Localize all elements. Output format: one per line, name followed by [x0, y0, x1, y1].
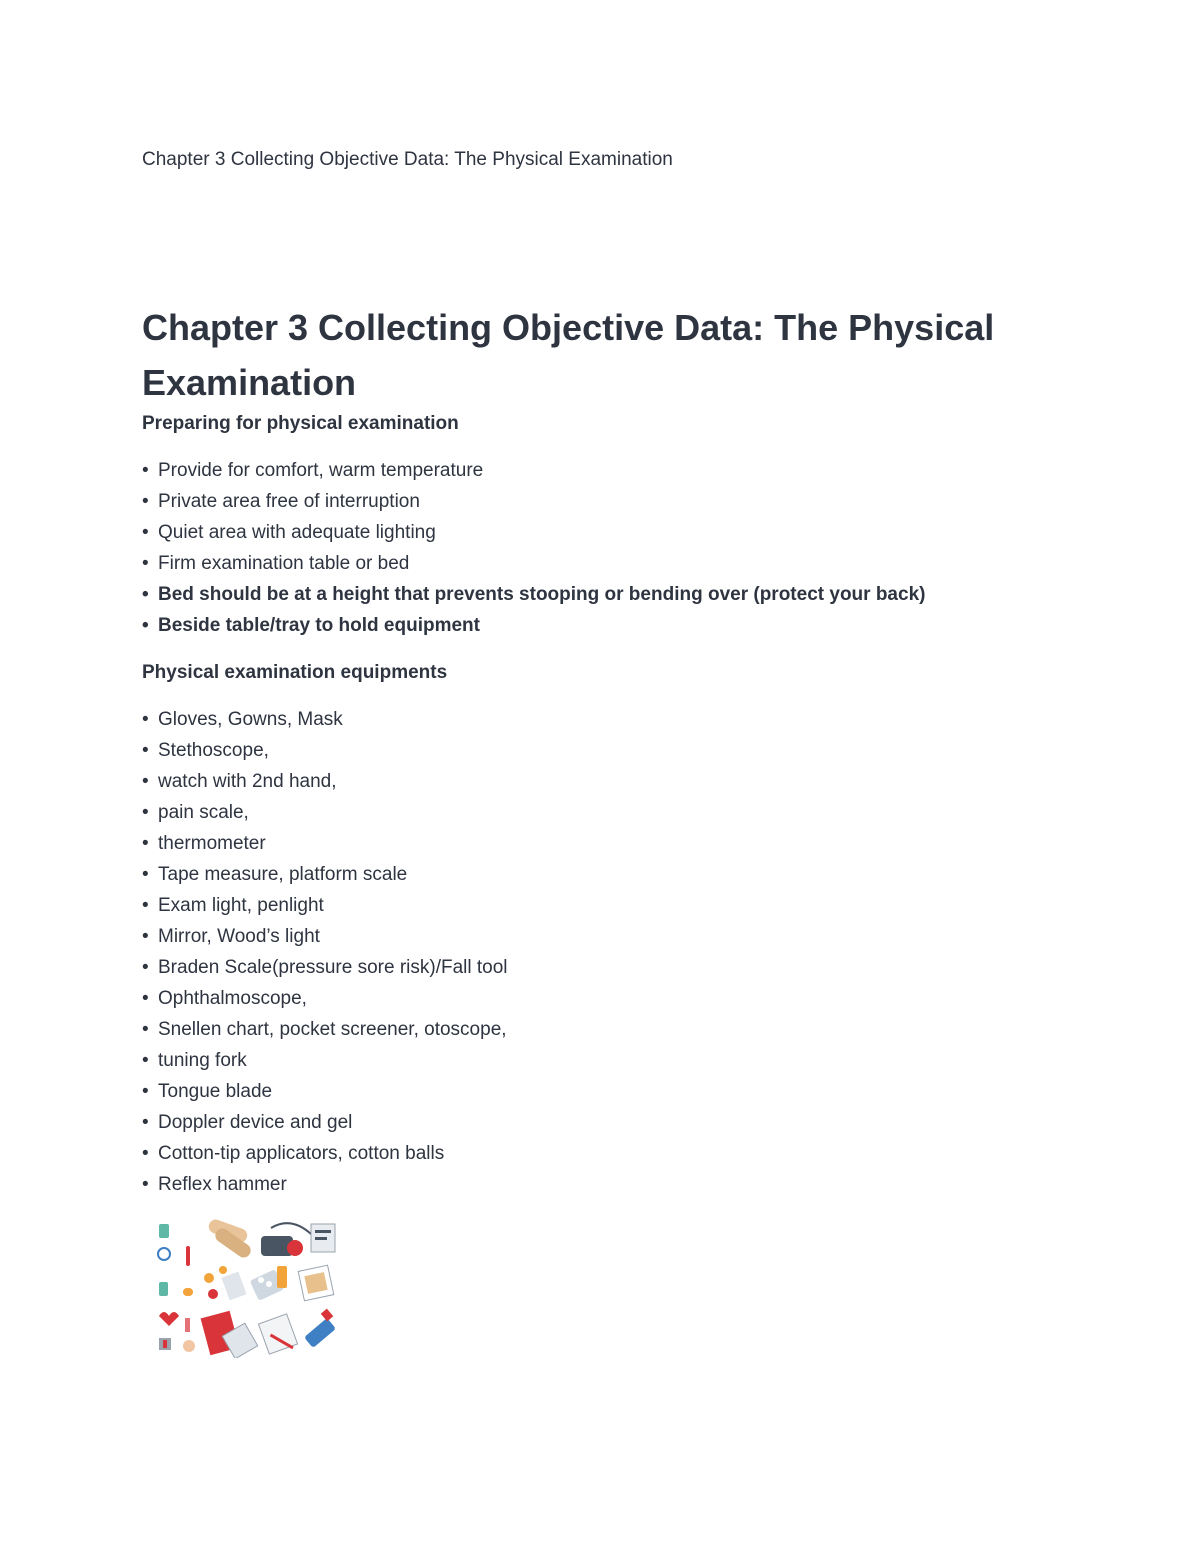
- bullet-marker: •: [142, 553, 149, 574]
- thermometer-icon: [186, 1246, 190, 1266]
- equipment-list: [142, 704, 508, 1200]
- blister-pack-icon: [250, 1266, 287, 1301]
- list-item-text: Tongue blade: [158, 1081, 273, 1102]
- xray-icon: [298, 1265, 334, 1301]
- list-item-text: thermometer: [158, 833, 266, 854]
- bullet-marker: •: [142, 926, 149, 947]
- bullet-marker: •: [142, 522, 149, 543]
- preparing-list: [142, 455, 925, 641]
- bullet-marker: •: [142, 1019, 149, 1040]
- chart-icon: [311, 1224, 335, 1252]
- list-item: [142, 1076, 508, 1107]
- section-heading-equipment: Physical examination equipments: [142, 662, 448, 683]
- list-item-text: Tape measure, platform scale: [158, 864, 408, 885]
- list-item-text: Ophthalmoscope,: [158, 988, 307, 1009]
- list-item-text: Private area free of interruption: [158, 491, 420, 512]
- bullet-marker: •: [142, 1050, 149, 1071]
- list-item: [142, 1107, 508, 1138]
- bullet-marker: •: [142, 1081, 149, 1102]
- list-item: [142, 921, 508, 952]
- list-item: [142, 704, 508, 735]
- bear-icon: [183, 1340, 195, 1352]
- bullet-marker: •: [142, 833, 149, 854]
- list-item-text: Stethoscope,: [158, 740, 269, 761]
- list-item-text: tuning fork: [158, 1050, 247, 1071]
- list-item-text: Bed should be at a height that prevents stooping or bending over (protect your back): [158, 584, 926, 605]
- list-item: [142, 890, 508, 921]
- list-item: [142, 828, 508, 859]
- bullet-marker: •: [142, 1174, 149, 1195]
- bottle-icon: [159, 1282, 168, 1296]
- list-item-text: Quiet area with adequate lighting: [158, 522, 436, 543]
- syringe-icon: [185, 1318, 190, 1332]
- capsule-icon: [183, 1288, 193, 1296]
- bullet-marker: •: [142, 1112, 149, 1133]
- medical-equipment-image: [153, 1218, 338, 1358]
- heart-icon: [159, 1312, 179, 1326]
- list-item-text: Cotton-tip applicators, cotton balls: [158, 1143, 445, 1164]
- page-title: [142, 300, 1042, 410]
- list-item-text: Exam light, penlight: [158, 895, 324, 916]
- list-item-text: Snellen chart, pocket screener, otoscope,: [158, 1019, 507, 1040]
- list-item: [142, 1045, 508, 1076]
- bullet-marker: •: [142, 615, 149, 636]
- list-item: [142, 1014, 508, 1045]
- bullet-marker: •: [142, 957, 149, 978]
- bullet-marker: •: [142, 491, 149, 512]
- bullet-marker: •: [142, 584, 149, 605]
- list-item: [142, 579, 925, 610]
- list-item: [142, 797, 508, 828]
- list-item-text: Braden Scale(pressure sore risk)/Fall tool: [158, 957, 508, 978]
- bullet-marker: •: [142, 895, 149, 916]
- list-item-text: Firm examination table or bed: [158, 553, 410, 574]
- bandage-icon: [207, 1218, 254, 1260]
- list-item: [142, 517, 925, 548]
- flask-icon: [159, 1224, 169, 1238]
- list-item: [142, 859, 508, 890]
- list-item: [142, 610, 925, 641]
- list-item: [142, 766, 508, 797]
- pills-icon: [204, 1266, 247, 1300]
- list-item: [142, 1169, 508, 1200]
- page-title-line-1: Chapter 3 Collecting Objective Data: The Physical: [142, 307, 995, 348]
- bullet-marker: •: [142, 460, 149, 481]
- section-heading-preparing: Preparing for physical examination: [142, 413, 459, 434]
- list-item-text: watch with 2nd hand,: [158, 771, 337, 792]
- list-item-text: Mirror, Wood’s light: [158, 926, 320, 947]
- list-item: [142, 455, 925, 486]
- list-item-text: Gloves, Gowns, Mask: [158, 709, 343, 730]
- bullet-marker: •: [142, 864, 149, 885]
- tube-icon: [304, 1309, 336, 1348]
- list-item-text: pain scale,: [158, 802, 249, 823]
- medical-book-icon: [201, 1311, 258, 1358]
- list-item-text: Doppler device and gel: [158, 1112, 353, 1133]
- running-title: Chapter 3 Collecting Objective Data: The Physical Examination: [142, 149, 673, 170]
- list-item: [142, 952, 508, 983]
- list-item: [142, 983, 508, 1014]
- list-item: [142, 735, 508, 766]
- bullet-marker: •: [142, 988, 149, 1009]
- bullet-marker: •: [142, 740, 149, 761]
- bullet-marker: •: [142, 709, 149, 730]
- first-aid-icon: [159, 1338, 171, 1350]
- list-item: [142, 548, 925, 579]
- list-item-text: Beside table/tray to hold equipment: [158, 615, 480, 636]
- blood-pressure-icon: [261, 1223, 311, 1256]
- list-item-text: Provide for comfort, warm temperature: [158, 460, 484, 481]
- stethoscope-small-icon: [158, 1248, 170, 1260]
- list-item-text: Reflex hammer: [158, 1174, 287, 1195]
- list-item: [142, 1138, 508, 1169]
- clipboard-icon: [258, 1314, 297, 1354]
- bullet-marker: •: [142, 1143, 149, 1164]
- page-title-line-2: Examination: [142, 362, 357, 403]
- list-item: [142, 486, 925, 517]
- bullet-marker: •: [142, 802, 149, 823]
- bullet-marker: •: [142, 771, 149, 792]
